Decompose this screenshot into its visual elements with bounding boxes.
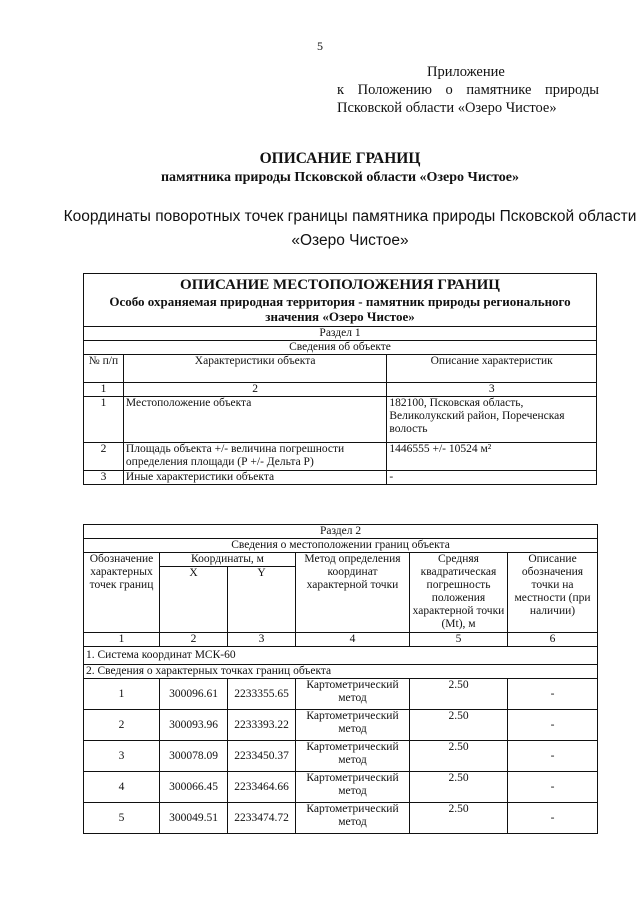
point-description: - xyxy=(508,741,598,772)
point-description: - xyxy=(508,679,598,710)
point-error: 2.50 xyxy=(410,741,508,772)
point-x: 300078.09 xyxy=(160,741,228,772)
point-error: 2.50 xyxy=(410,679,508,710)
section-2-label: Раздел 2 xyxy=(84,525,598,539)
point-number: 4 xyxy=(84,772,160,803)
point-method: Картометрический метод xyxy=(296,772,410,803)
coordinates-intro: Координаты поворотных точек границы памятника природы Псковской области «Озеро Чистое» xyxy=(63,208,637,249)
col-index: 1 xyxy=(84,383,124,397)
page-number: 5 xyxy=(317,39,323,53)
point-description: - xyxy=(508,710,598,741)
point-method: Картометрический метод xyxy=(296,741,410,772)
boundary-info-label: Сведения о местоположении границ объекта xyxy=(84,539,598,553)
col-error-header: Средняя квадратическая погрешность положения характерной точки (Mt), м xyxy=(410,553,508,633)
point-number: 1 xyxy=(84,679,160,710)
point-y: 2233474.72 xyxy=(228,803,296,834)
row-number: 1 xyxy=(84,397,124,443)
col-num-header: № п/п xyxy=(84,355,124,383)
point-description: - xyxy=(508,803,598,834)
row-description: 182100, Псковская область, Великолукский район, Пореченская волость xyxy=(387,397,597,443)
appendix-line-3: Псковской области «Озеро Чистое» xyxy=(337,100,557,116)
point-x: 300049.51 xyxy=(160,803,228,834)
col-index: 4 xyxy=(296,633,410,647)
row-description: - xyxy=(387,471,597,485)
coordinate-system-row: 1. Система координат МСК-60 xyxy=(84,647,598,665)
col-point-header: Обозначение характерных точек границ xyxy=(84,553,160,633)
col-index: 2 xyxy=(123,383,386,397)
appendix-note xyxy=(337,63,599,117)
object-info-label: Сведения об объекте xyxy=(84,341,597,355)
document-subtitle: памятника природы Псковской области «Озеро Чистое» xyxy=(160,170,520,185)
row-number: 3 xyxy=(84,471,124,485)
col-index: 3 xyxy=(387,383,597,397)
boundary-points-table xyxy=(83,524,598,834)
point-number: 5 xyxy=(84,803,160,834)
row-characteristic: Площадь объекта +/- величина погрешности определения площади (Р +/- Дельта Р) xyxy=(123,443,386,471)
row-description: 1446555 +/- 10524 м² xyxy=(387,443,597,471)
row-characteristic: Местоположение объекта xyxy=(123,397,386,443)
table-row xyxy=(84,443,597,471)
point-error: 2.50 xyxy=(410,710,508,741)
point-x: 300066.45 xyxy=(160,772,228,803)
point-x: 300093.96 xyxy=(160,710,228,741)
point-y: 2233355.65 xyxy=(228,679,296,710)
point-y: 2233464.66 xyxy=(228,772,296,803)
row-number: 2 xyxy=(84,443,124,471)
point-method: Картометрический метод xyxy=(296,803,410,834)
point-error: 2.50 xyxy=(410,772,508,803)
col-index: 2 xyxy=(160,633,228,647)
col-characteristic-header: Характеристики объекта xyxy=(123,355,386,383)
point-y: 2233450.37 xyxy=(228,741,296,772)
col-coordinates-header: Координаты, м xyxy=(160,553,296,567)
col-index: 1 xyxy=(84,633,160,647)
table-row xyxy=(84,679,598,710)
table-row xyxy=(84,471,597,485)
appendix-line-2: к Положению о памятнике природы xyxy=(337,82,599,98)
point-description: - xyxy=(508,772,598,803)
col-index: 5 xyxy=(410,633,508,647)
point-x: 300096.61 xyxy=(160,679,228,710)
table-row xyxy=(84,741,598,772)
point-number: 2 xyxy=(84,710,160,741)
point-y: 2233393.22 xyxy=(228,710,296,741)
appendix-line-1: Приложение xyxy=(427,64,505,80)
point-method: Картометрический метод xyxy=(296,679,410,710)
location-header-subtitle: Особо охраняемая природная территория - памятник природы регионального значения «Озеро Чистое» xyxy=(84,294,597,327)
col-point-description-header: Описание обозначения точки на местности (при наличии) xyxy=(508,553,598,633)
col-x-header: X xyxy=(160,567,228,633)
point-method: Картометрический метод xyxy=(296,710,410,741)
col-description-header: Описание характеристик xyxy=(387,355,597,383)
document-title: ОПИСАНИЕ ГРАНИЦ xyxy=(259,150,421,167)
row-characteristic: Иные характеристики объекта xyxy=(123,471,386,485)
section-1-label: Раздел 1 xyxy=(84,327,597,341)
location-header-title: ОПИСАНИЕ МЕСТОПОЛОЖЕНИЯ ГРАНИЦ xyxy=(84,274,597,295)
col-method-header: Метод определения координат характерной точки xyxy=(296,553,410,633)
object-info-table xyxy=(83,273,597,485)
table-row xyxy=(84,803,598,834)
table-row xyxy=(84,772,598,803)
col-y-header: Y xyxy=(228,567,296,633)
point-number: 3 xyxy=(84,741,160,772)
col-index: 3 xyxy=(228,633,296,647)
points-info-row: 2. Сведения о характерных точках границ объекта xyxy=(84,665,598,679)
point-error: 2.50 xyxy=(410,803,508,834)
col-index: 6 xyxy=(508,633,598,647)
table-row xyxy=(84,397,597,443)
table-row xyxy=(84,710,598,741)
